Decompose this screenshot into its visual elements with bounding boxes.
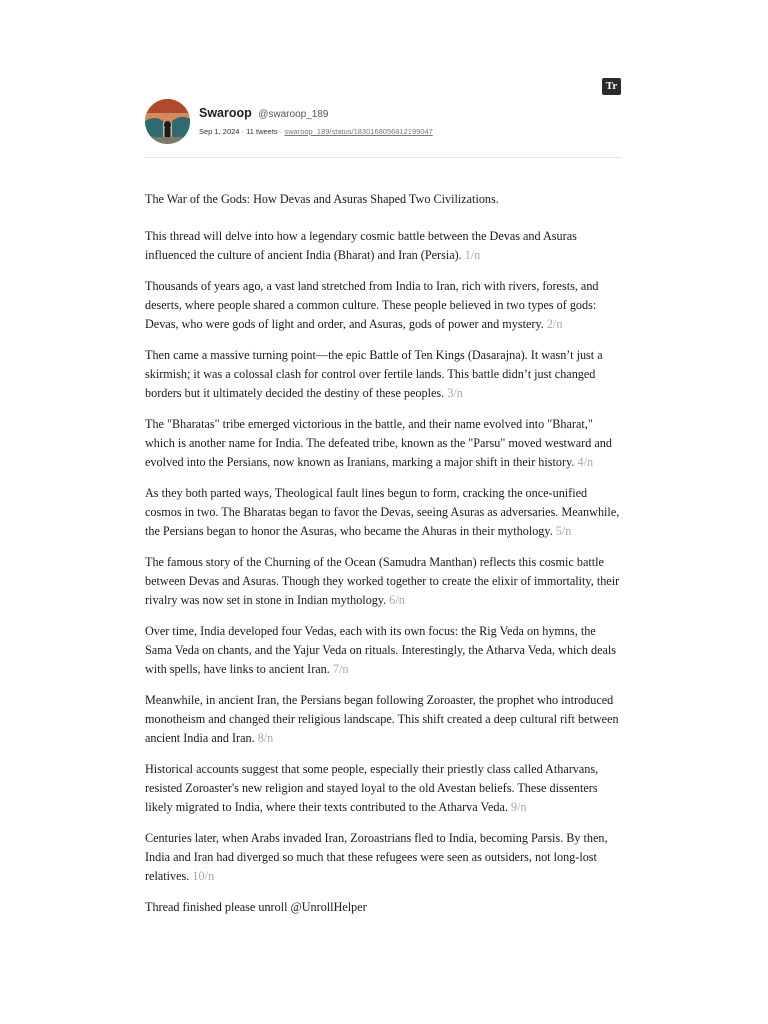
tweet-text: Thousands of years ago, a vast land stretched from India to Iran, rich with rivers, forests, and deserts, where people shared a common culture. These people believed in two types of gods: Devas, who were gods of light and order, and Asuras, gods of power and mystery. xyxy=(145,279,599,331)
tweet-text: Centuries later, when Arabs invaded Iran, Zoroastrians fled to India, becoming Parsis. By then, India and Iran had diverged so much that these refugees were seen as outsiders, not long-lost relatives. xyxy=(145,831,608,883)
tweet-paragraph xyxy=(145,829,625,886)
author-line xyxy=(199,104,328,122)
tweet-paragraph xyxy=(145,227,625,265)
tweet-number: 2/n xyxy=(546,317,563,331)
tweet-number: 7/n xyxy=(332,662,349,676)
tweet-text: This thread will delve into how a legendary cosmic battle between the Devas and Asuras influenced the culture of ancient India (Bharat) and Iran (Persia). xyxy=(145,229,577,262)
meta-separator: · xyxy=(279,127,283,136)
meta-separator: · xyxy=(241,127,245,136)
tweet-paragraph xyxy=(145,691,625,748)
tweet-text: The "Bharatas" tribe emerged victorious in the battle, and their name evolved into "Bharat," which is another name for India. The defeated tribe, known as the "Parsu" moved westward and evolved into the Persians, now known as Iranians, marking a major shift in their history. xyxy=(145,417,612,469)
tweet-number: 10/n xyxy=(192,869,215,883)
thread-title: The War of the Gods: How Devas and Asuras Shaped Two Civilizations. xyxy=(145,192,499,206)
tweet-paragraph xyxy=(145,622,625,679)
tweet-number: 1/n xyxy=(464,248,481,262)
tweet-number: 4/n xyxy=(577,455,594,469)
thread-body xyxy=(145,190,625,917)
thread-date: Sep 1, 2024 xyxy=(199,127,240,136)
tweet-paragraph xyxy=(145,553,625,610)
tweet-number: 6/n xyxy=(389,593,405,607)
tweet-text: Over time, India developed four Vedas, each with its own focus: the Rig Veda on hymns, the Sama Veda on chants, and the Yajur Veda on rituals. Interestingly, the Atharva Veda, which deals with spells, have links to ancient Iran. xyxy=(145,624,617,676)
tweet-paragraph xyxy=(145,415,625,472)
tweet-paragraph xyxy=(145,484,625,541)
status-link[interactable]: swaroop_189/status/1830168056812199047 xyxy=(284,127,433,136)
tweet-list xyxy=(145,227,625,886)
tweet-text: Meanwhile, in ancient Iran, the Persians began following Zoroaster, the prophet who introduced monotheism and changed their religious landscape. This shift created a deep cultural rift between ancient India and Iran. xyxy=(145,693,619,745)
avatar-image xyxy=(145,99,190,144)
tweet-paragraph xyxy=(145,277,625,334)
avatar[interactable] xyxy=(145,99,190,144)
tweet-number: 5/n xyxy=(555,524,572,538)
tweet-text: Historical accounts suggest that some people, especially their priestly class called Atharvans, resisted Zoroaster's new religion and stayed loyal to the old Avestan beliefs. These dissenters likely migrated to India, where their texts contributed to the Atharva Veda. xyxy=(145,762,599,814)
author-name[interactable]: Swaroop xyxy=(199,106,252,120)
tweet-text: The famous story of the Churning of the Ocean (Samudra Manthan) reflects this cosmic battle between Devas and Asuras. Though they worked together to create the elixir of immortality, their rivalry was now set in stone in Indian mythology. xyxy=(145,555,620,607)
tweet-paragraph xyxy=(145,760,625,817)
tweet-number: 8/n xyxy=(257,731,274,745)
thread-meta xyxy=(199,127,433,136)
thread-ending: Thread finished please unroll @UnrollHelper xyxy=(145,900,367,914)
thread-header xyxy=(145,99,622,158)
tweet-text: Then came a massive turning point—the epic Battle of Ten Kings (Dasarajna). It wasn’t just a skirmish; it was a colossal clash for control over fertile lands. This battle didn’t just changed borders but it ultimately decided the destiny of these peoples. xyxy=(145,348,603,400)
font-toggle-button[interactable]: Tr xyxy=(602,78,621,95)
tweet-number: 3/n xyxy=(447,386,463,400)
author-handle: @swaroop_189 xyxy=(258,109,329,120)
tweet-count: 11 tweets xyxy=(246,127,278,136)
tweet-text: As they both parted ways, Theological fault lines begun to form, cracking the once-unified cosmos in two. The Bharatas began to favor the Devas, seeing Asuras as adversaries. Meanwhile, the Persians began to honor the Asuras, who became the Ahuras in their mythology. xyxy=(145,486,620,538)
tweet-number: 9/n xyxy=(510,800,527,814)
tweet-paragraph xyxy=(145,346,625,403)
